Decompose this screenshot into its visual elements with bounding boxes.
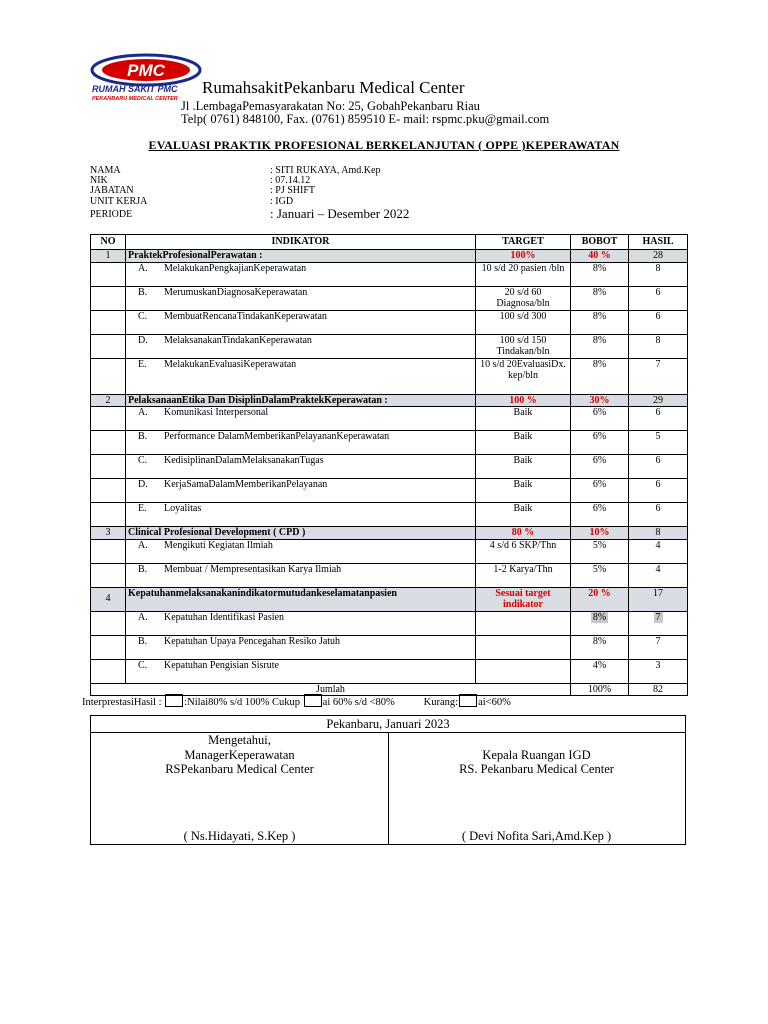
table-row [91,539,688,563]
interpretation-label: InterprestasiHasil : [82,697,162,708]
item-hasil: 7 [629,635,688,659]
item-target: 10 s/d 20EvaluasiDx. kep/bln [476,358,571,394]
table-row [91,431,688,455]
col-header-no: NO [91,235,126,250]
item-hasil: 7 [629,358,688,394]
section-row [91,527,688,540]
item-text: KedisiplinanDalamMelaksanakanTugas [164,455,324,466]
logo-line1: RUMAH SAKIT PMC [92,84,178,94]
signature-right [388,733,685,844]
item-text: MelaksanakanTindakanKeperawatan [164,334,312,346]
interpretation-low: ai<60% [478,697,511,708]
nama-value: : SITI RUKAYA, Amd.Kep [270,165,381,176]
col-header-target: TARGET [476,235,571,250]
table-row [91,479,688,503]
section-target: Sesuai target indikator [476,587,571,611]
table-row [91,407,688,431]
item-target [476,611,571,635]
table-row [91,563,688,587]
table-row [91,659,688,683]
item-hasil: 6 [629,407,688,431]
signature-left [91,733,389,844]
item-target: Baik [476,431,571,455]
item-letter: D. [138,334,148,346]
section-title: PelaksanaanEtika Dan DisiplinDalamPraktekKeperawatan : [126,394,476,407]
col-header-bobot: BOBOT [571,235,629,250]
item-text: Komunikasi Interpersonal [164,407,269,418]
item-hasil: 6 [629,503,688,527]
item-target: 20 s/d 60 Diagnosa/bln [476,286,571,310]
item-bobot: 8% [571,262,629,286]
item-hasil: 7 [655,611,661,623]
item-text: MelakukanPengkajianKeperawatan [164,262,307,274]
right-signatory-name: ( Devi Nofita Sari,Amd.Kep ) [461,829,612,843]
left-line2: ManagerKeperawatan [184,747,295,762]
item-letter: B. [138,635,148,647]
place-date: Pekanbaru, Januari 2023 [91,716,685,733]
table-row [91,611,688,635]
item-hasil: 6 [629,286,688,310]
table-row [91,358,688,394]
item-target [476,635,571,659]
table-row [91,262,688,286]
item-hasil: 4 [629,563,688,587]
item-letter: C. [138,659,148,671]
item-text: KerjaSamaDalamMemberikanPelayanan [164,479,328,490]
periode-label: PERIODE [90,209,133,220]
section-bobot: 10% [571,527,629,540]
item-bobot: 5% [571,539,629,563]
item-text: Loyalitas [164,503,202,514]
logo-line2: PEKANBARU MEDICAL CENTER [92,96,178,102]
right-line2: RS. Pekanbaru Medical Center [459,762,614,776]
section-target: 80 % [476,527,571,540]
interpretation-fair: ai 60% s/d <80% [322,697,395,708]
section-target: 100% [476,250,571,263]
section-row [91,250,688,263]
jabatan-label: JABATAN [90,185,134,196]
section-row [91,587,688,611]
table-row [91,286,688,310]
item-text: MerumuskanDiagnosaKeperawatan [164,286,308,298]
checkbox-good[interactable] [165,694,183,707]
item-letter: A. [138,611,148,623]
section-bobot: 40 % [571,250,629,263]
item-letter: C. [138,455,148,466]
table-header-row [91,235,688,250]
item-target: 1-2 Karya/Thn [476,563,571,587]
item-bobot: 5% [571,563,629,587]
checkbox-low[interactable] [459,694,477,707]
item-bobot: 8% [571,286,629,310]
evaluation-table [90,234,688,696]
item-letter: E. [138,358,147,370]
section-hasil: 8 [629,527,688,540]
section-no: 2 [91,394,126,407]
item-text: Membuat / Mempresentasikan Karya Ilmiah [164,563,342,575]
periode-value: : Januari – Desember 2022 [270,206,410,221]
left-signatory-name: ( Ns.Hidayati, S.Kep ) [183,829,296,843]
item-text: MelakukanEvaluasiKeperawatan [164,358,297,370]
item-bobot: 8% [571,358,629,394]
item-bobot: 8% [571,635,629,659]
section-title: Kepatuhanmelaksanakanindikatormutudankeselamatanpasien [126,587,476,611]
item-target [476,659,571,683]
document-title: EVALUASI PRAKTIK PROFESIONAL BERKELANJUTAN ( OPPE )KEPERAWATAN [148,138,620,152]
signature-block [90,715,686,845]
item-letter: A. [138,262,148,274]
item-hasil: 4 [629,539,688,563]
section-bobot: 30% [571,394,629,407]
item-bobot: 6% [571,479,629,503]
item-text: Kepatuhan Identifikasi Pasien [164,611,284,623]
table-row [91,635,688,659]
interpretation-good: :Nilai80% s/d 100% Cukup [184,697,301,708]
hospital-logo [90,52,202,102]
section-target: 100 % [476,394,571,407]
item-bobot: 6% [571,503,629,527]
col-header-hasil: HASIL [629,235,688,250]
item-hasil: 6 [629,479,688,503]
item-bobot: 6% [571,431,629,455]
table-row [91,455,688,479]
item-text: Performance DalamMemberikanPelayananKeperawatan [164,431,390,442]
checkbox-fair[interactable] [304,694,322,707]
total-label: Jumlah [91,683,571,696]
jabatan-value: : PJ SHIFT [270,185,316,196]
item-hasil: 6 [629,310,688,334]
item-target: Baik [476,407,571,431]
item-letter: A. [138,407,148,418]
item-letter: B. [138,286,148,298]
section-bobot: 20 % [571,587,629,611]
item-hasil: 3 [629,659,688,683]
item-text: Mengikuti Kegiatan Ilmiah [164,539,273,551]
item-letter: B. [138,563,148,575]
section-hasil: 17 [629,587,688,611]
item-letter: B. [138,431,148,442]
unit-value: : IGD [270,196,294,207]
item-text: Kepatuhan Pengisian Sisrute [164,659,279,671]
item-target: Baik [476,479,571,503]
item-target: 100 s/d 300 [476,310,571,334]
hospital-name: RumahsakitPekanbaru Medical Center [202,78,465,97]
item-letter: D. [138,479,148,490]
item-hasil: 5 [629,431,688,455]
section-no: 3 [91,527,126,540]
item-hasil: 6 [629,455,688,479]
item-text: Kepatuhan Upaya Pencegahan Resiko Jatuh [164,635,341,647]
item-letter: A. [138,539,148,551]
left-line1: Mengetahui, [208,733,271,747]
table-row [91,310,688,334]
pmc-logo-icon [90,52,202,102]
col-header-indikator: INDIKATOR [126,235,476,250]
nama-label: NAMA [90,165,121,176]
section-no: 4 [91,587,126,611]
item-bobot: 8% [571,334,629,358]
left-line3: RSPekanbaru Medical Center [165,762,314,776]
item-bobot: 6% [571,407,629,431]
logo-mark: PMC [127,61,165,80]
item-letter: E. [138,503,147,514]
table-row [91,503,688,527]
right-line1: Kepala Ruangan IGD [482,747,591,762]
item-hasil: 8 [629,262,688,286]
item-target: Baik [476,503,571,527]
nik-label: NIK [90,175,108,186]
interpretation-line [82,694,511,708]
item-target: 10 s/d 20 pasien /bln [476,262,571,286]
item-bobot: 6% [571,455,629,479]
section-no: 1 [91,250,126,263]
item-target: 100 s/d 150 Tindakan/bln [476,334,571,358]
item-letter: C. [138,310,148,322]
item-bobot: 8% [571,310,629,334]
item-hasil: 8 [629,334,688,358]
section-title: Clinical Profesional Development ( CPD ) [126,527,476,540]
section-hasil: 29 [629,394,688,407]
total-bobot: 100% [571,683,629,696]
interpretation-low-label: Kurang: [423,697,459,708]
item-target: 4 s/d 6 SKP/Thn [476,539,571,563]
unit-label: UNIT KERJA [90,196,148,207]
section-title: PraktekProfesionalPerawatan : [126,250,476,263]
item-target: Baik [476,455,571,479]
section-hasil: 28 [629,250,688,263]
item-bobot: 4% [571,659,629,683]
table-row [91,334,688,358]
item-text: MembuatRencanaTindakanKeperawatan [164,310,327,322]
nik-value: : 07.14.12 [270,175,311,186]
section-row [91,394,688,407]
hospital-contact: Telp( 0761) 848100, Fax. (0761) 859510 E- mail: rspmc.pku@gmail.com [181,112,550,126]
hospital-address: Jl .LembagaPemasyarakatan No: 25, GobahPekanbaru Riau [181,99,480,113]
total-hasil: 82 [629,683,688,696]
item-bobot: 8% [592,611,607,623]
